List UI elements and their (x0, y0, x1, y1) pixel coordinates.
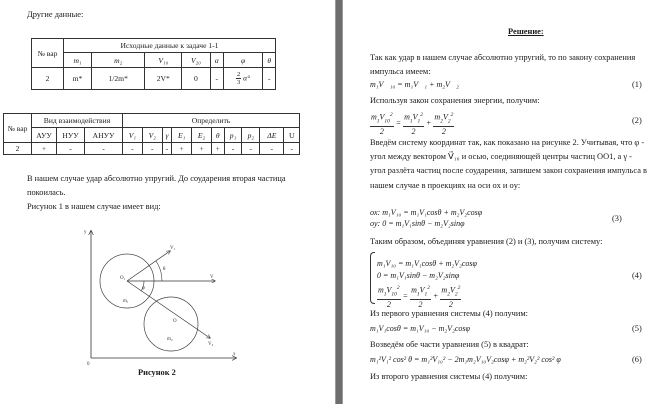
equation-3-ox: ox: m₁V₁₀ = m₁V₁cosθ + m₂V₂cosφ (370, 208, 483, 217)
cell-phi (223, 68, 263, 90)
cell: 0 (182, 68, 211, 90)
equation-2: $\frac{m_1V_{10}^2}{2}$ = $\frac{m_1V_1^2}{2}$ + $\frac{m_2V_2^2}{2}$ (371, 112, 454, 137)
y-axis-label: y (84, 230, 87, 235)
header-v20: V₂₀ (182, 53, 211, 68)
cell: - (263, 68, 276, 90)
header: p₂ (242, 128, 260, 143)
header-alpha: α (210, 53, 223, 68)
col-variant: № вар (4, 114, 32, 143)
header: АНУУ (85, 128, 123, 143)
paragraph-line: Из первого уравнения системы (4) получим: (370, 309, 529, 318)
equation-6: m₁²V₁² cos² θ = m₁²V₁₀² − 2m₁m₂V₁₀V₂cosφ + m₂²V₂² cos² φ (370, 355, 561, 364)
paragraph-line: Рисунок 1 в нашем случае имеет вид: (27, 202, 161, 211)
equation-4-line1: m₁V₁₀ = m₁V₁cosθ + m₂V₂cosφ (377, 259, 477, 268)
x-axis-label: x (233, 352, 236, 357)
header: АУУ (32, 128, 57, 143)
frac-num: 2 (237, 71, 241, 78)
m2-label: m₂ (167, 337, 173, 342)
cell: - (85, 143, 123, 155)
cell: - (260, 143, 284, 155)
group-header: Исходные данные к задаче 1-1 (64, 39, 276, 53)
header-m1: m₁ (64, 53, 92, 68)
header-m2: m₂ (92, 53, 145, 68)
equation-4-line3: $\frac{m_1V_{10}^2}{2}$ = $\frac{m_1V_1^2}{2}$ + $\frac{m_2V_2^2}{2}$ (378, 285, 461, 310)
cell: + (192, 143, 212, 155)
v-label: V (210, 275, 214, 280)
page-separator (335, 0, 343, 404)
paragraph-line: угол разлёта частиц после соударения, запишем закон сохранения импульса в (370, 166, 647, 175)
equation-number: (6) (632, 355, 642, 364)
v2-label: V₂ (208, 342, 214, 347)
v1-label: V₁ (170, 246, 176, 251)
equation-4-line2: 0 = m₁V₁sinθ − m₂V₂sinφ (377, 271, 460, 280)
table-row (32, 68, 276, 90)
paragraph-line: Так как удар в нашем случае абсолютно упругий, то по закону сохранения (370, 53, 636, 62)
frac-den: 3 (237, 79, 241, 86)
cell: 2 (4, 143, 32, 155)
cell: - (57, 143, 85, 155)
header: НУУ (57, 128, 85, 143)
group-interaction: Вид взаимодействия (32, 114, 123, 128)
cell: + (211, 143, 224, 155)
paragraph-line: В нашем случае удар абсолютно упругий. До соударения вторая частица (27, 174, 286, 183)
phi-label: φ (142, 286, 145, 291)
header: γ (162, 128, 172, 143)
phi-alpha: α° (243, 73, 251, 83)
cell: - (284, 143, 300, 155)
cell: 2V* (145, 68, 182, 90)
equation-number: (5) (632, 324, 642, 333)
col-variant: № вар (32, 39, 64, 68)
header-v10: V₁₀ (145, 53, 182, 68)
cell: - (123, 143, 143, 155)
paragraph-line: нашем случае в проекциях на оси ox и oy: (370, 181, 521, 190)
header: E₁ (172, 128, 192, 143)
header: V₁ (123, 128, 143, 143)
collision-figure (60, 225, 260, 375)
equation-1: m₁V⃗₁₀ = m₁V⃗₁ + m₂V⃗₂ (370, 80, 459, 89)
header: θ (211, 128, 224, 143)
cell: + (32, 143, 57, 155)
paragraph-line: Введём систему координат так, как показано на рисунке 2. Учитывая, что φ - (370, 138, 645, 147)
header-phi: φ (223, 53, 263, 68)
figure-caption: Рисунок 2 (138, 368, 176, 377)
right-page (343, 0, 666, 404)
header: E₂ (192, 128, 212, 143)
table-row (4, 143, 300, 155)
cell: 1/2m* (92, 68, 145, 90)
o-label: O (173, 319, 177, 324)
paragraph-line: Таким образом, объединяя уравнения (2) и (3), получим систему: (370, 237, 603, 246)
equation-3-oy: oy: 0 = m₁V₁sinθ − m₂V₂sinφ (370, 219, 465, 228)
cell: 2 (32, 68, 64, 90)
cell: - (210, 68, 223, 90)
header: p₁ (224, 128, 242, 143)
header: U (284, 128, 300, 143)
paragraph-line: Возведём обе части уравнения (5) в квадрат: (370, 340, 529, 349)
equation-number: (4) (632, 271, 642, 280)
task-table (3, 113, 300, 155)
origin-label: 0 (87, 362, 90, 367)
paragraph-line: импульса имеем: (370, 67, 431, 76)
group-determine: Определить (123, 114, 300, 128)
equation-5: m₁V₁cosθ = m₁V₁₀ − m₂V₂cosφ (370, 324, 470, 333)
equation-number: (2) (632, 116, 642, 125)
paragraph-line: Из второго уравнения системы (4) получим: (370, 372, 528, 381)
theta-label: θ (163, 267, 166, 272)
cell: + (172, 143, 192, 155)
paragraph-line: угол между вектором V⃗₁₀ и осью, соединяющей центры частиц OO1, а γ - (370, 152, 632, 161)
paragraph-line: Используя закон сохранения энергии, получим: (370, 96, 540, 105)
system-brace (370, 252, 375, 304)
header: ΔE (260, 128, 284, 143)
cell: - (242, 143, 260, 155)
equation-number: (1) (632, 80, 642, 89)
m1-label: m₁ (123, 299, 129, 304)
header-theta: θ (263, 53, 276, 68)
o1-label: O₁ (120, 276, 126, 281)
cell: - (224, 143, 242, 155)
cell: - (142, 143, 162, 155)
cell: - (162, 143, 172, 155)
equation-number: (3) (612, 214, 622, 223)
solution-title: Решение: (508, 27, 544, 36)
other-data-heading: Другие данные: (27, 10, 84, 19)
cell: m* (64, 68, 92, 90)
header: V₂ (142, 128, 162, 143)
input-data-table (31, 38, 276, 90)
paragraph-line: покоилась. (27, 188, 66, 197)
